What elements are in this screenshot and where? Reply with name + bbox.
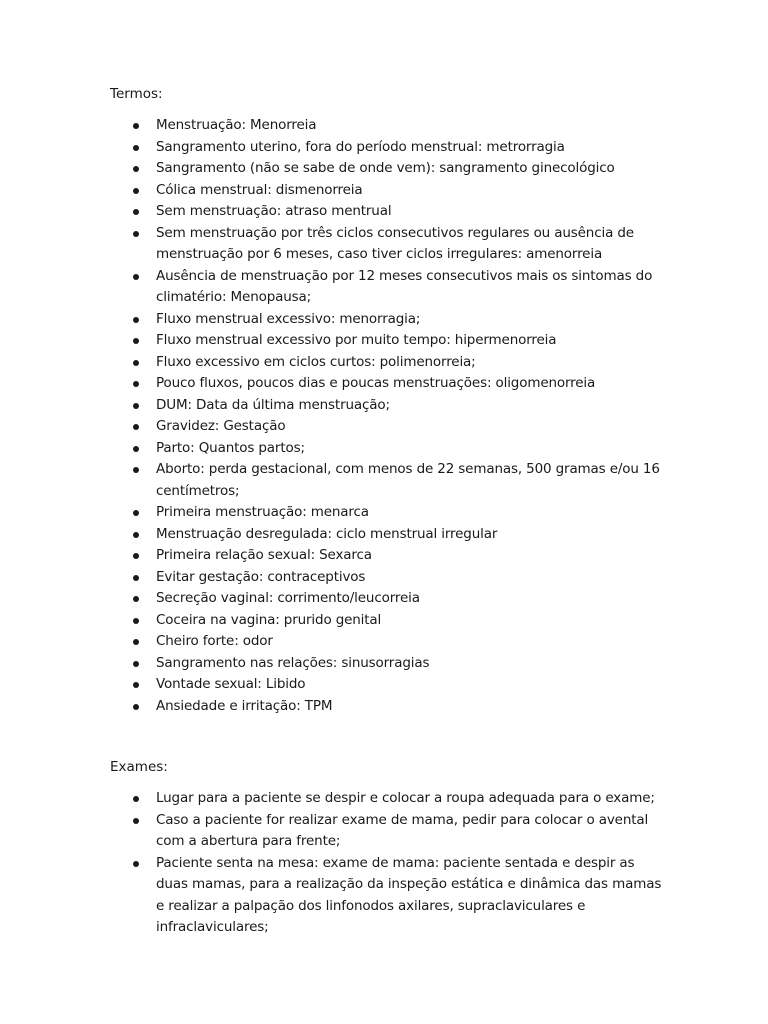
list-item-text: Sangramento (não se sabe de onde vem): sangramento ginecológico xyxy=(156,160,615,176)
list-item-text: Ansiedade e irritação: TPM xyxy=(156,697,333,714)
list-item-text: DUM: Data da última menstruação; xyxy=(156,396,390,413)
list-item-text: Secreção vaginal: corrimento/leucorreia xyxy=(156,590,420,606)
bullet-icon xyxy=(133,467,139,473)
bullet-icon xyxy=(133,188,139,194)
bullet-icon xyxy=(133,381,139,387)
list-item xyxy=(110,610,670,632)
list-item-text: Gravidez: Gestação xyxy=(156,418,286,434)
bullet-icon xyxy=(133,231,139,237)
list-item xyxy=(110,180,670,202)
list-item xyxy=(110,653,670,675)
list-item xyxy=(110,352,670,374)
list-item-text: Sem menstruação: atraso mentrual xyxy=(156,203,392,219)
list-item-text: Fluxo menstrual excessivo por muito tempo: hipermenorreia xyxy=(156,332,557,348)
list-item-text: Caso a paciente for realizar exame de mama, pedir para colocar o avental com a abertura para frente; xyxy=(156,811,649,849)
list-item-text: Fluxo menstrual excessivo: menorragia; xyxy=(156,310,421,327)
list-item xyxy=(110,266,670,309)
bullet-icon xyxy=(133,661,139,667)
bullet-icon xyxy=(133,639,139,645)
list-item xyxy=(110,223,670,266)
list-item-text: Ausência de menstruação por 12 meses consecutivos mais os sintomas do climatério: Menopausa; xyxy=(156,267,653,305)
bullet-icon xyxy=(133,360,139,366)
bullet-icon xyxy=(133,596,139,602)
list-item xyxy=(110,373,670,395)
bullet-icon xyxy=(133,532,139,538)
bullet-icon xyxy=(133,166,139,172)
list-item-text: Coceira na vagina: prurido genital xyxy=(156,611,382,628)
list-item-text: Evitar gestação: contraceptivos xyxy=(156,568,366,585)
bullet-icon xyxy=(133,682,139,688)
bullet-icon xyxy=(133,553,139,559)
bullet-icon xyxy=(133,403,139,409)
exames-list xyxy=(110,788,670,939)
list-item-text: Primeira menstruação: menarca xyxy=(156,504,369,520)
bullet-icon xyxy=(133,796,139,802)
termos-list xyxy=(110,115,670,717)
exames-heading: Exames: xyxy=(110,759,168,775)
list-item xyxy=(110,788,670,810)
list-item xyxy=(110,674,670,696)
list-item-text: Vontade sexual: Libido xyxy=(156,676,306,692)
list-item-text: Parto: Quantos partos; xyxy=(156,439,305,456)
bullet-icon xyxy=(133,704,139,710)
list-item-text: Sangramento nas relações: sinusorragias xyxy=(156,654,430,671)
list-item-text: Sangramento uterino, fora do período menstrual: metrorragia xyxy=(156,138,565,155)
list-item xyxy=(110,853,670,939)
list-item xyxy=(110,502,670,524)
list-item xyxy=(110,588,670,610)
list-item-text: Lugar para a paciente se despir e colocar a roupa adequada para o exame; xyxy=(156,790,655,806)
list-item-text: Aborto: perda gestacional, com menos de 22 semanas, 500 gramas e/ou 16 centímetros; xyxy=(156,461,660,499)
bullet-icon xyxy=(133,123,139,129)
termos-heading: Termos: xyxy=(110,86,163,102)
list-item xyxy=(110,696,670,718)
bullet-icon xyxy=(133,209,139,215)
bullet-icon xyxy=(133,274,139,280)
bullet-icon xyxy=(133,861,139,867)
bullet-icon xyxy=(133,510,139,516)
list-item-text: Menstruação desregulada: ciclo menstrual irregular xyxy=(156,525,498,542)
list-item xyxy=(110,309,670,331)
list-item xyxy=(110,158,670,180)
list-item xyxy=(110,201,670,223)
list-item xyxy=(110,524,670,546)
list-item-text: Primeira relação sexual: Sexarca xyxy=(156,547,372,563)
list-item xyxy=(110,115,670,137)
bullet-icon xyxy=(133,317,139,323)
list-item-text: Cólica menstrual: dismenorreia xyxy=(156,181,363,198)
bullet-icon xyxy=(133,618,139,624)
list-item xyxy=(110,567,670,589)
list-item xyxy=(110,810,670,853)
list-item-text: Sem menstruação por três ciclos consecutivos regulares ou ausência de menstruação por 6 meses, caso tiver ciclos irregulares: amenorreia xyxy=(156,224,634,262)
bullet-icon xyxy=(133,818,139,824)
list-item-text: Pouco fluxos, poucos dias e poucas menstruações: oligomenorreia xyxy=(156,375,596,391)
bullet-icon xyxy=(133,424,139,430)
bullet-icon xyxy=(133,145,139,151)
list-item xyxy=(110,416,670,438)
list-item-text: Cheiro forte: odor xyxy=(156,633,273,649)
list-item-text: Fluxo excessivo em ciclos curtos: polimenorreia; xyxy=(156,353,476,370)
list-item-text: Paciente senta na mesa: exame de mama: paciente sentada e despir as duas mamas, para a realização da inspeção estática e dinâmica das mamas e realizar a palpação dos linfonodos axilares, supraclaviculares e infraclaviculares; xyxy=(156,854,662,935)
list-item xyxy=(110,545,670,567)
list-item xyxy=(110,459,670,502)
bullet-icon xyxy=(133,575,139,581)
bullet-icon xyxy=(133,446,139,452)
list-item-text: Menstruação: Menorreia xyxy=(156,117,317,133)
list-item xyxy=(110,330,670,352)
bullet-icon xyxy=(133,338,139,344)
list-item xyxy=(110,395,670,417)
list-item xyxy=(110,631,670,653)
list-item xyxy=(110,137,670,159)
list-item xyxy=(110,438,670,460)
